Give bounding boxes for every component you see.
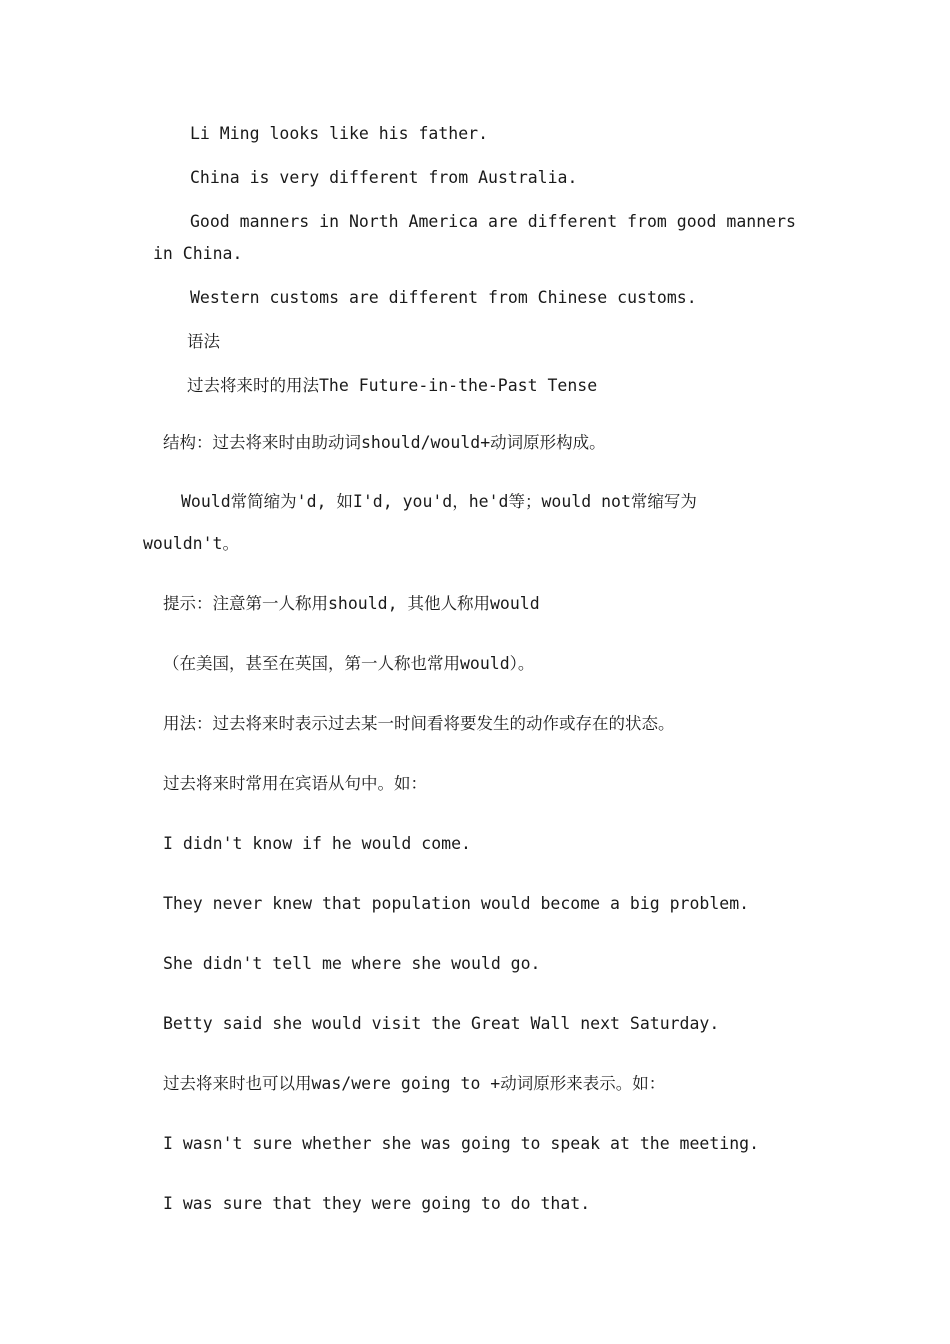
usage-note: 用法：过去将来时表示过去某一时间看将要发生的动作或存在的状态。: [163, 714, 675, 733]
going-to-note: 过去将来时也可以用was/were going to +动词原形来表示。如：: [163, 1074, 666, 1093]
contraction-note-b: wouldn't。: [143, 534, 239, 553]
example-sentence-7: She didn't tell me where she would go.: [163, 954, 541, 973]
example-sentence-6: They never knew that population would become a big problem.: [163, 894, 750, 913]
example-sentence-5: I didn't know if he would come.: [163, 834, 471, 853]
example-sentence-8: Betty said she would visit the Great Wall next Saturday.: [163, 1014, 720, 1033]
object-clause-note: 过去将来时常用在宾语从句中。如：: [163, 774, 427, 793]
example-sentence-9: I wasn't sure whether she was going to speak at the meeting.: [163, 1134, 760, 1153]
topic-title: 过去将来时的用法The Future-in-the-Past Tense: [187, 376, 598, 395]
example-sentence-3a: Good manners in North America are different from good manners: [190, 212, 796, 231]
structure-note: 结构：过去将来时由助动词should/would+动词原形构成。: [163, 433, 606, 452]
contraction-note-a: Would常简缩为'd, 如I'd, you'd，he'd等；would not常缩写为: [181, 492, 697, 511]
example-sentence-2: China is very different from Australia.: [190, 168, 578, 187]
hint-note: 提示：注意第一人称用should, 其他人称用would: [163, 594, 540, 613]
example-sentence-10: I was sure that they were going to do that.: [163, 1194, 591, 1213]
example-sentence-4: Western customs are different from Chinese customs.: [190, 288, 697, 307]
section-heading-grammar: 语法: [187, 332, 220, 351]
example-sentence-1: Li Ming looks like his father.: [190, 124, 489, 143]
hint-note-usage: （在美国，甚至在英国，第一人称也常用would）。: [163, 654, 535, 673]
example-sentence-3b: in China.: [153, 244, 243, 263]
